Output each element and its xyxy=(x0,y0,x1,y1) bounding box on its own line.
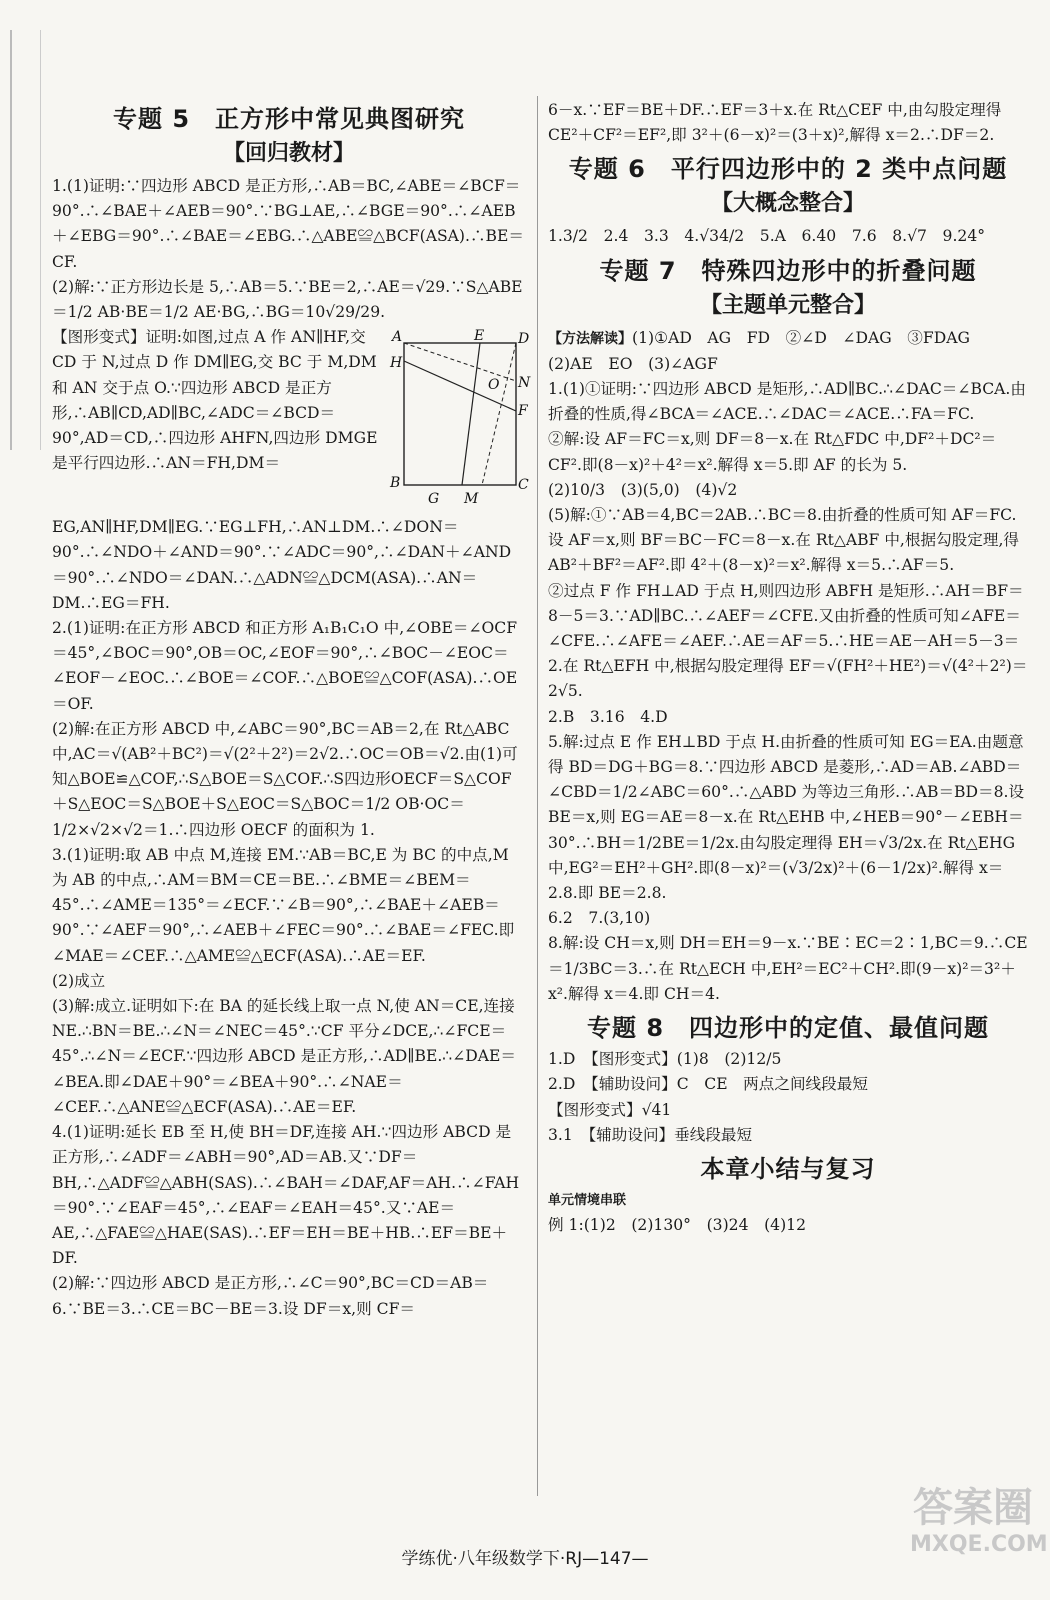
q3-part3: (3)解:成立.证明如下:在 BA 的延长线上取一点 N,使 AN＝CE,连接 NE.∴BN＝BE.∴∠N＝∠NEC＝45°.∵CF 平分∠DCE,∴∠FCE＝45°.∴∠N＝∠ECF.∵四边形 ABCD 是正方形,∴AD∥BE.∴∠DAE＝∠BEA.即∠DAE＋90°＝∠BEA＋90°.∴∠NAE＝∠CEF.∴△ANE≌△ECF(ASA).∴AE＝EF. xyxy=(52,997,517,1116)
heading-topic-6: 专题 6 平行四边形中的 2 类中点问题 xyxy=(568,155,1008,184)
label-O: O xyxy=(488,377,500,394)
label-F: F xyxy=(518,403,528,420)
topic6-answers: 1.3/2 2.4 3.3 4.√34/2 5.A 6.40 7.6 8.√7 9.24° xyxy=(548,227,986,246)
t7-q2-4: 2.B 3.16 4.D xyxy=(548,707,668,726)
method-label: 【方法解读】 xyxy=(548,330,632,347)
heading-topic-7: 专题 7 特殊四边形中的折叠问题 xyxy=(599,256,977,285)
q2-part2: (2)解:在正方形 ABCD 中,∠ABC＝90°,BC＝AB＝2,在 Rt△ABC 中,AC＝√(AB²＋BC²)＝√(2²＋2²)＝2√2.∴OC＝OB＝√2.由(1)可知△BOE≌△COF,∴S△BOE＝S△COF.∴S四边形OECF＝S△COF＋S△EOC＝S△BOE＋S△EOC＝S△BOC＝1/2 OB·OC＝1/2×√2×√2＝1.∴四边形 OECF 的面积为 1. xyxy=(52,719,518,839)
label-N: N xyxy=(518,375,531,392)
t8-q2: 2.D 【辅助设问】C CE 两点之间线段最短 xyxy=(548,1075,868,1094)
t8-q3: 3.1 【辅助设问】垂线段最短 xyxy=(548,1125,753,1144)
label-M: M xyxy=(464,491,479,508)
figure-variant-proof: 【图形变式】证明:如图,过点 A 作 AN∥HF,交 CD 于 N,过点 D 作 DM∥EG,交 BC 于 M,DM 和 AN 交于点 O.∵四边形 ABCD 是正方形,∴AB∥CD,AD∥BC,∠ADC＝∠BCD＝90°,AD＝CD,∴四边形 AHFN,四边形 DMGE 是平行四边形.∴AN＝FH,DM＝EG,AN∥HF,DM∥EG.∵EG⊥FH,∴AN⊥DM.∴∠DON＝90°.∴∠NDO＋∠AND＝90°.∵∠ADC＝90°,∴∠DAN＋∠AND＝90°.∴∠NDO＝∠DAN.∴△ADN≌△DCM(ASA).∴AN＝DM.∴EG＝FH. xyxy=(52,328,512,612)
right-column xyxy=(548,98,1028,1238)
label-G: G xyxy=(428,491,440,508)
square-figure xyxy=(390,328,531,513)
watermark-logo xyxy=(910,1484,1048,1580)
q1-part1: 1.(1)证明:∵四边形 ABCD 是正方形,∴AB＝BC,∠ABE＝∠BCF＝90°.∴∠BAE＋∠AEB＝90°.∵BG⊥AE,∴∠BGE＝90°.∴∠AEB＋∠EBG＝90°.∴∠BAE＝∠EBG.∴△ABE≌△BCF(ASA).∴BE＝CF. xyxy=(52,177,524,271)
q3-part2: (2)成立 xyxy=(52,971,106,990)
subheading-textbook: 【回归教材】 xyxy=(222,141,355,166)
t7-q8: 8.解:设 CH＝x,则 DH＝EH＝9－x.∵BE∶EC＝2∶1,BC＝9.∴CE＝1/3BC＝3.∴在 Rt△ECH 中,EH²＝EC²＋CH².即(9－x)²＝3²＋x².解得 x＝4.即 CH＝4. xyxy=(548,934,1028,1003)
label-C: C xyxy=(518,477,529,494)
t7-q1-5a: (5)解:①∵AB＝4,BC＝2AB.∴BC＝8.由折叠的性质可知 AF＝FC.设 AF＝x,则 BF＝BC－FC＝8－x.在 Rt△ABF 中,根据勾股定理,得 AB²＋BF²＝AF².即 4²＋(8－x)²＝x².解得 x＝5.∴AF＝5. xyxy=(548,506,1019,575)
heading-chapter-review: 本章小结与复习 xyxy=(700,1154,876,1183)
heading-topic-8: 专题 8 四边形中的定值、最值问题 xyxy=(586,1014,990,1043)
q3-part1: 3.(1)证明:取 AB 中点 M,连接 EM.∵AB＝BC,E 为 BC 的中点,M 为 AB 的中点,∴AM＝BM＝CE＝BE.∴∠BME＝∠BEM＝45°.∴∠AME＝135°＝∠ECF.∵∠B＝90°,∴∠BAE＋∠AEB＝90°.∵∠AEF＝90°,∴∠AEB＋∠FEC＝90°.∴∠BAE＝∠FEC.即∠MAE＝∠CEF.∴△AME≌△ECF(ASA).∴AE＝EF. xyxy=(52,845,515,965)
page-spine-edge xyxy=(10,30,41,450)
t8-q1: 1.D 【图形变式】(1)8 (2)12/5 xyxy=(548,1050,782,1069)
t7-q6-7: 6.2 7.(3,10) xyxy=(548,909,651,928)
label-D: D xyxy=(518,331,530,348)
t7-q1-5b: ②过点 F 作 FH⊥AD 于点 H,则四边形 ABFH 是矩形.∴AH＝BF＝8－5＝3.∵AD∥BC.∴∠AEF＝∠CFE.又由折叠的性质可知∠AFE＝∠CFE.∴∠AFE＝∠AEF.∴AE＝AF＝5.∴HE＝AE－AH＝5－3＝2.在 Rt△EFH 中,根据勾股定理得 EF＝√(FH²＋HE²)＝√(4²＋2²)＝2√5. xyxy=(548,581,1028,701)
label-E: E xyxy=(474,328,485,345)
heading-topic-5: 专题 5 正方形中常见典图研究 xyxy=(112,105,466,133)
t7-q1-1: 1.(1)①证明:∵四边形 ABCD 是矩形,∴AD∥BC.∴∠DAC＝∠BCA.由折叠的性质,得∠BCA＝∠ACE.∴∠DAC＝∠ACE.∴FA＝FC. xyxy=(548,380,1026,424)
subheading-theme-unit: 【主题单元整合】 xyxy=(699,292,876,318)
q2-part1: 2.(1)证明:在正方形 ABCD 和正方形 A₁B₁C₁O 中,∠OBE＝∠OCF＝45°,∠BOC＝90°,OB＝OC,∠EOF＝90°,∴∠BOC－∠EOC＝∠EOF－∠EOC.∴∠BOE＝∠COF.∴△BOE≌△COF(ASA).∴OE＝OF. xyxy=(52,619,518,713)
page-footer: 学练优·八年级数学下·RJ—147— xyxy=(401,1549,649,1569)
watermark-title: 答案圈 xyxy=(913,1485,1033,1531)
t8-variant: 【图形变式】√41 xyxy=(548,1100,672,1119)
q1-part2: (2)解:∵正方形边长是 5,∴AB＝5.∵BE＝2,∴AE＝√29.∵S△ABE＝1/2 AB·BE＝1/2 AE·BG,∴BG＝10√29/29. xyxy=(52,277,523,322)
method-text: (1)①AD AG FD ②∠D ∠DAG ③FDAG (2)AE EO (3)∠AGF xyxy=(548,328,986,373)
subheading-big-concept: 【大概念整合】 xyxy=(710,191,865,217)
t7-q1-3: (2)10/3 (3)(5,0) (4)√2 xyxy=(548,480,738,499)
example-1: 例 1:(1)2 (2)130° (3)24 (4)12 xyxy=(548,1216,807,1235)
unit-context-label: 单元情境串联 xyxy=(548,1192,627,1208)
label-A: A xyxy=(392,329,403,346)
label-H: H xyxy=(390,355,403,372)
label-B: B xyxy=(390,475,401,492)
topic5-continued: 6－x.∵EF＝BE＋DF.∴EF＝3＋x.在 Rt△CEF 中,由勾股定理得 CE²＋CF²＝EF²,即 3²＋(6－x)²＝(3＋x)²,解得 x＝2.∴DF＝2. xyxy=(548,101,1002,145)
method-explanation xyxy=(548,326,1028,377)
left-column xyxy=(52,98,531,1322)
q4-part1: 4.(1)证明:延长 EB 至 H,使 BH＝DF,连接 AH.∵四边形 ABCD 是正方形,∴∠ADF＝∠ABH＝90°,AD＝AB.又∵DF＝BH,∴△ADF≌△ABH(SAS).∴∠BAH＝∠DAF,AF＝AH.∴∠FAH＝90°.∵∠EAF＝45°,∴∠EAF＝∠EAH＝45°.又∵AE＝AE,∴△FAE≌△HAE(SAS).∴EF＝EH＝BE＋HB.∴EF＝BE＋DF. xyxy=(52,1123,520,1268)
t7-q1-2: ②解:设 AF＝FC＝x,则 DF＝8－x.在 Rt△FDC 中,DF²＋DC²＝CF².即(8－x)²＋4²＝x².解得 x＝5.即 AF 的长为 5. xyxy=(548,430,997,474)
t7-q5: 5.解:过点 E 作 EH⊥BD 于点 H.由折叠的性质可知 EG＝EA.由题意得 BD＝DG＋BG＝8.∵四边形 ABCD 是菱形,∴AD＝AB.∠ABD＝∠CBD＝1/2∠ABC＝60°.∴△ABD 为等边三角形.∴AB＝BD＝8.设 BE＝x,则 EG＝AE＝8－x.在 Rt△EHB 中,∠HEB＝90°－∠EBH＝30°.∴BH＝1/2BE＝1/2x.由勾股定理得 EH＝√3/2x.在 Rt△EHG 中,EG²＝EH²＋GH².即(8－x)²＝(√3/2x)²＋(6－1/2x)².解得 x＝2.8.即 BE＝2.8. xyxy=(548,732,1025,903)
watermark-site: MXQE.COM xyxy=(910,1532,1048,1557)
q4-part2: (2)解:∵四边形 ABCD 是正方形,∴∠C＝90°,BC＝CD＝AB＝6.∵BE＝3.∴CE＝BC－BE＝3.设 DF＝x,则 CF＝ xyxy=(52,1274,489,1318)
column-divider xyxy=(537,96,538,1496)
